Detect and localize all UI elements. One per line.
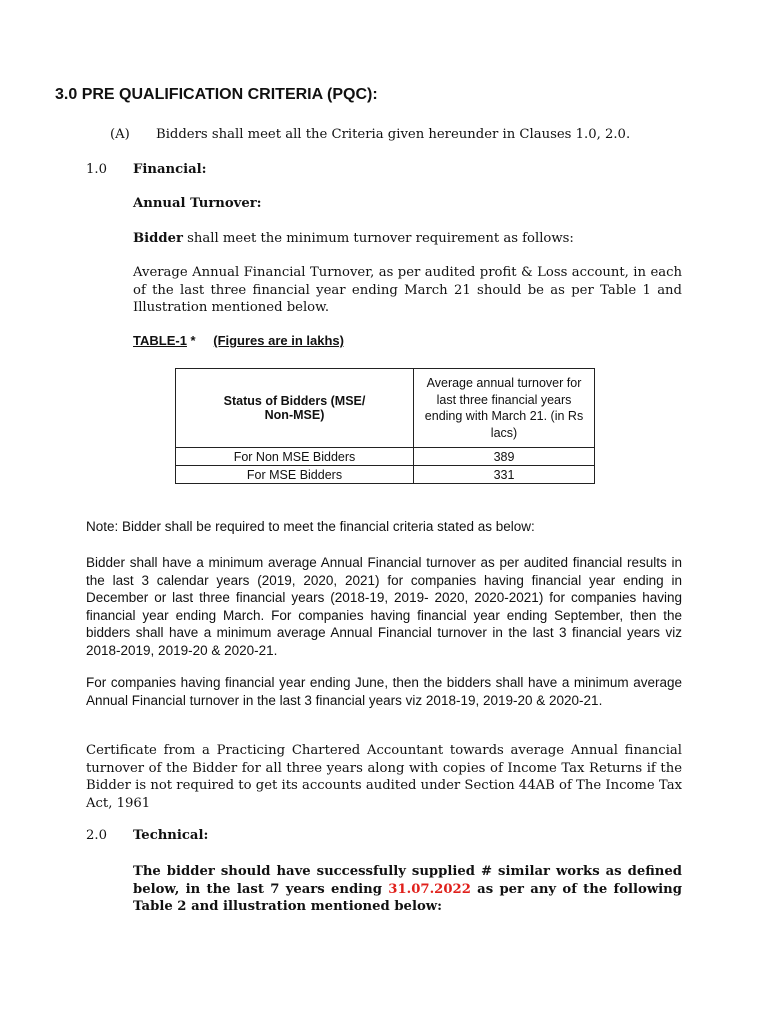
deadline-date: 31.07.2022 (388, 881, 471, 897)
technical-requirement (133, 863, 682, 916)
table-row (176, 466, 595, 484)
section2-number: 2.0 (86, 828, 107, 843)
annual-turnover-subtitle: Annual Turnover: (133, 196, 262, 211)
header-turnover-text: Average annual turnover for last three financial years ending with March 21. (in Rs lacs) (424, 376, 584, 440)
financial-note: Note: Bidder shall be required to meet the financial criteria stated as below: (86, 519, 535, 534)
turnover-table (175, 368, 595, 484)
technical-text-after: as per any of the following Table 2 and illustration mentioned below: (133, 881, 682, 915)
header-status (176, 369, 414, 448)
header-turnover (414, 369, 595, 448)
row-status: For Non MSE Bidders (176, 448, 414, 466)
table-caption-star: * (186, 333, 196, 348)
header-status-text: Status of Bidders (MSE/ Non-MSE) (223, 394, 366, 422)
certificate-paragraph: Certificate from a Practicing Chartered Accountant towards average Annual financial turnover of the Bidder for all three years along with copies of Income Tax Returns if the Bidder is not required to get its accounts audited under Section 44AB of The Income Tax Act, 1961 (86, 743, 682, 811)
section1-title: Financial: (133, 162, 207, 177)
bidder-rest: shall meet the minimum turnover requirement as follows: (182, 231, 574, 246)
criteria-paragraph-2: For companies having financial year ending June, then the bidders shall have a minimum average Annual Financial turnover in the last 3 financial years viz 2018-19, 2019-20 & 2020-21. (86, 675, 682, 708)
table-header-row (176, 369, 595, 448)
technical-text-before: The bidder should have successfully supplied # similar works as defined below, in the last 7 years ending (133, 864, 682, 897)
row-value: 389 (414, 448, 595, 466)
table-caption (133, 333, 344, 348)
table-caption-label: TABLE-1 (133, 333, 187, 348)
table-row (176, 448, 595, 466)
criteria-paragraph-1: Bidder shall have a minimum average Annual Financial turnover as per audited financial results in the last 3 calendar years (2019, 2020, 2021) for companies having financial year ending in December or last three financial years (2018-19, 2019- 2020, 2020-2021) for companies having financial year ending March. For companies having financial year ending September, then the bidders shall have a minimum average Annual Financial turnover in the last 3 financial years viz 2018-2019, 2019-20 & 2020-21. (86, 555, 682, 658)
clause-a-label: (A) (110, 127, 130, 142)
turnover-paragraph: Average Annual Financial Turnover, as per audited profit & Loss account, in each of the last three financial year ending March 21 should be as per Table 1 and Illustration mentioned below. (133, 265, 682, 316)
page-title: 3.0 PRE QUALIFICATION CRITERIA (PQC): (55, 86, 378, 103)
section2-title: Technical: (133, 828, 209, 843)
table-caption-note: (Figures are in lakhs) (213, 333, 344, 348)
clause-a-text: Bidders shall meet all the Criteria given hereunder in Clauses 1.0, 2.0. (156, 127, 631, 142)
bidder-bold: Bidder (133, 231, 183, 246)
bidder-requirement (133, 231, 574, 246)
row-value: 331 (414, 466, 595, 484)
section1-number: 1.0 (86, 162, 107, 177)
row-status: For MSE Bidders (176, 466, 414, 484)
